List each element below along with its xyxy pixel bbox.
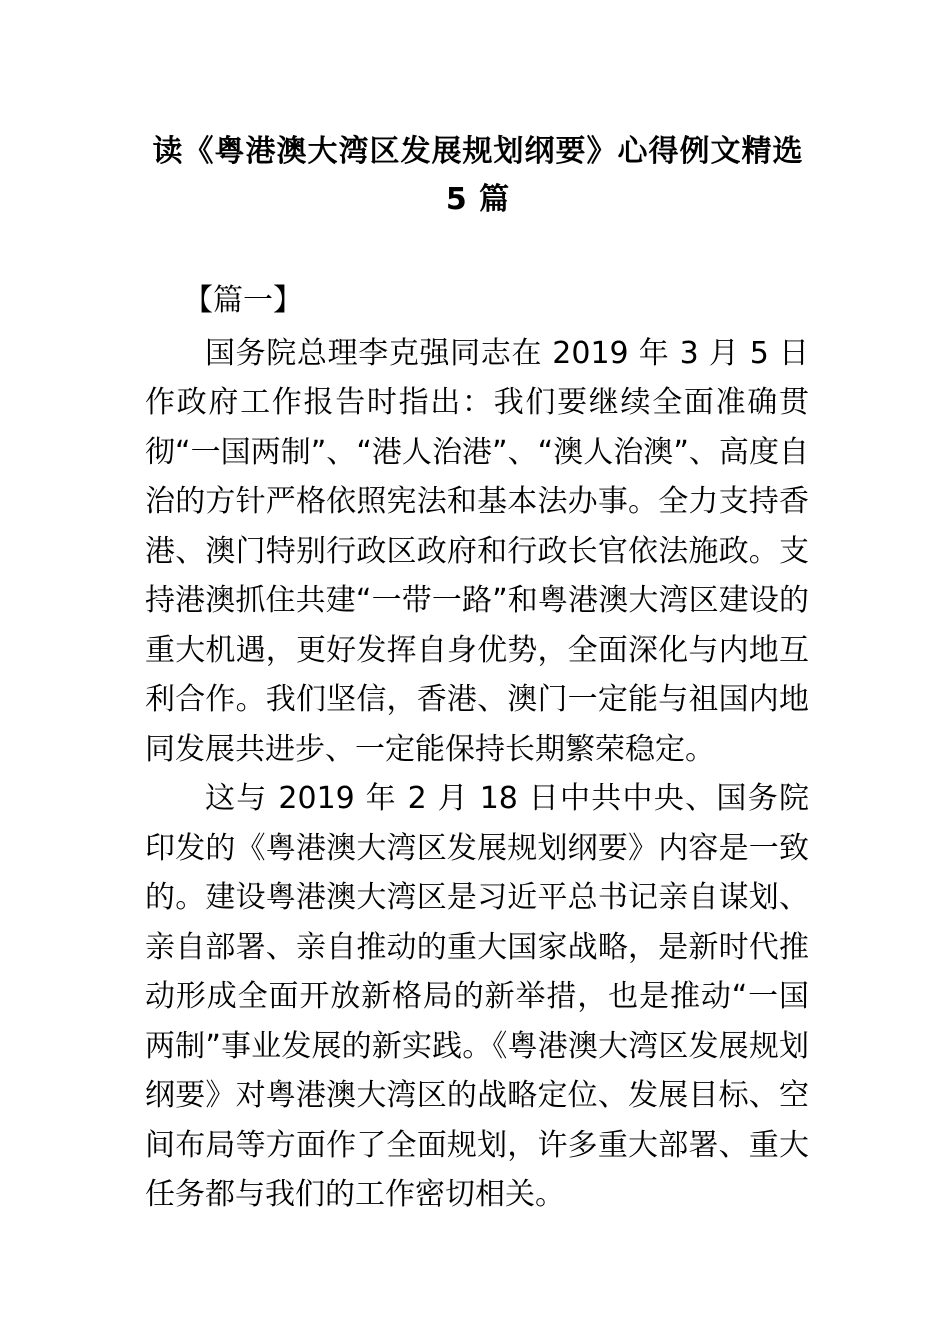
- section-heading: 【篇一】: [183, 283, 303, 318]
- document-body: [145, 276, 809, 1220]
- paragraph-1: 国务院总理李克强同志在 2019 年 3 月 5 日作政府工作报告时指出：我们要继续全面准确贯彻“一国两制”、“港人治港”、“澳人治澳”、高度自治的方针严格依照宪法和基本法办事。全力支持香港、澳门特别行政区政府和行政长官依法施政。支持港澳抓住共建“一带一路”和粤港澳大湾区建设的重大机遇，更好发挥自身优势，全面深化与内地互利合作。我们坚信，香港、澳门一定能与祖国内地同发展共进步、一定能保持长期繁荣稳定。: [145, 335, 809, 767]
- document-title: 读《粤港澳大湾区发展规划纲要》心得例文精选 5 篇: [152, 134, 804, 217]
- paragraph-2: 这与 2019 年 2 月 18 日中共中央、国务院印发的《粤港澳大湾区发展规划纲要》内容是一致的。建设粤港澳大湾区是习近平总书记亲自谋划、亲自部署、亲自推动的重大国家战略，是新时代推动形成全面开放新格局的新举措，也是推动“一国两制”事业发展的新实践。《粤港澳大湾区发展规划纲要》对粤港澳大湾区的战略定位、发展目标、空间布局等方面作了全面规划，许多重大部署、重大任务都与我们的工作密切相关。: [145, 781, 809, 1212]
